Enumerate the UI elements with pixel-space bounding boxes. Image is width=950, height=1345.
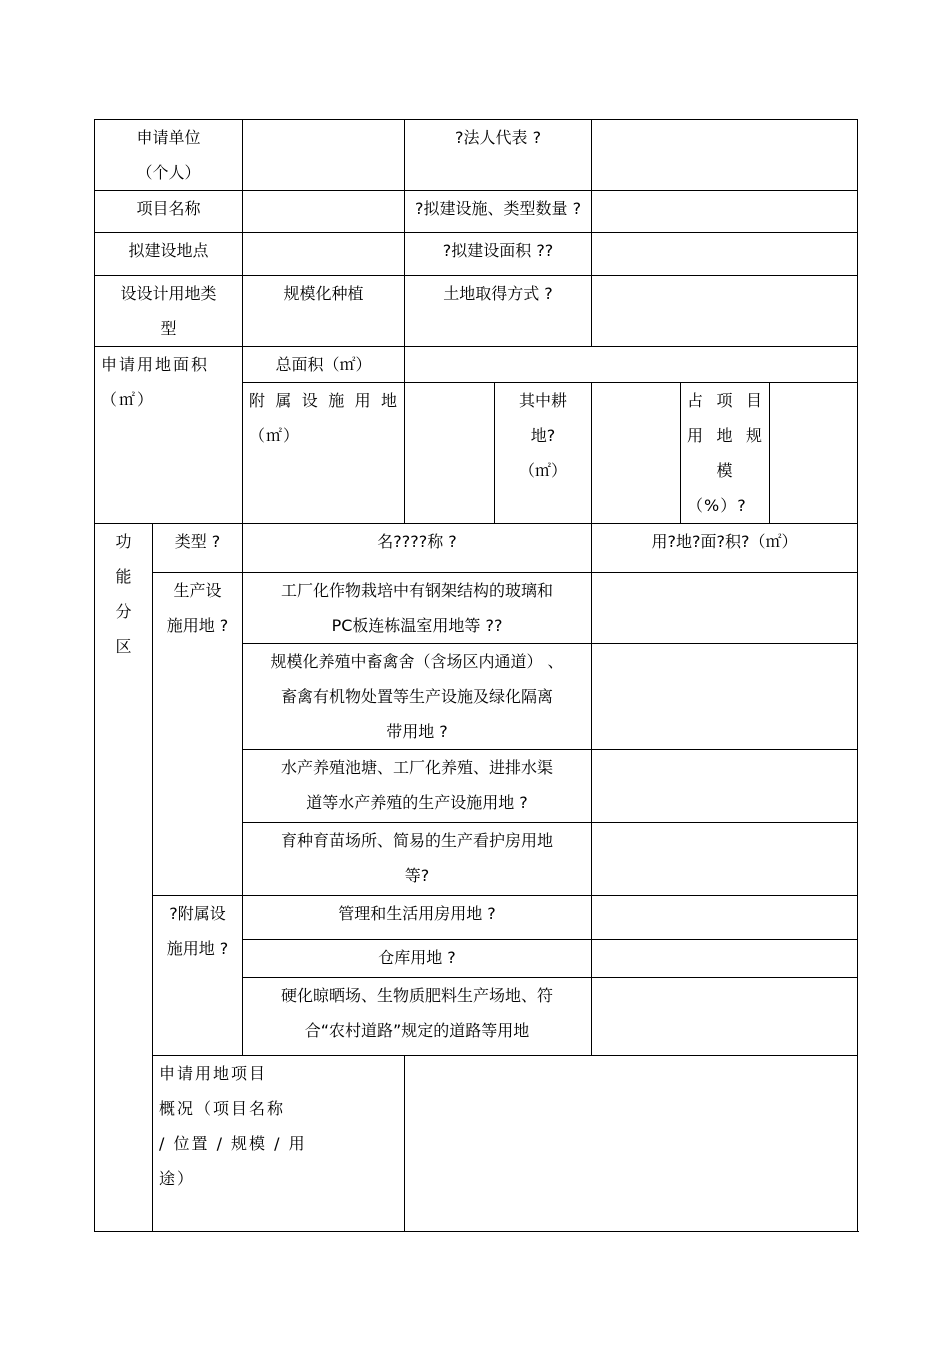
auxiliary-item-3-cell xyxy=(243,978,592,1056)
auxiliary-label: ?附属设 xyxy=(169,904,226,923)
production-item-3-cell xyxy=(243,750,592,823)
production-item-3-line-1: 水产养殖池塘、工厂化养殖、进排水渠 xyxy=(281,758,554,777)
auxiliary-item-3-line-1: 硬化晾晒场、生物质肥料生产场地、符 xyxy=(281,986,554,1005)
zones-label-char-1: 功 xyxy=(115,532,132,551)
total-area-label-cell xyxy=(243,347,405,383)
acquisition-label: 土地取得方式 ? xyxy=(443,284,553,303)
auxiliary-label-cont: 施用地 ? xyxy=(166,939,229,958)
ratio-value-cell[interactable] xyxy=(770,383,858,524)
summary-label-line-4: 途） xyxy=(159,1169,196,1188)
auxiliary-item-2-area-cell[interactable] xyxy=(592,940,858,978)
total-area-value-cell[interactable] xyxy=(405,347,858,383)
auxiliary-item-3-line-2: 合“农村道路”规定的道路等用地 xyxy=(304,1021,530,1040)
legal-rep-value-cell[interactable] xyxy=(592,120,858,191)
farmland-label: 其中耕 xyxy=(519,391,568,410)
acquisition-value-cell[interactable] xyxy=(592,276,858,347)
location-label-cell xyxy=(95,233,243,276)
summary-label-line-2: 概况（项目名称 xyxy=(159,1099,286,1118)
zones-header-type: 类型 ? xyxy=(174,532,221,551)
farmland-label-cell xyxy=(495,383,592,524)
aux-area-label: 附属设施用地 xyxy=(249,391,399,410)
apply-area-unit: （㎡） xyxy=(101,390,156,409)
farmland-value-cell[interactable] xyxy=(592,383,681,524)
zones-header-area-cell xyxy=(592,524,858,573)
facility-type-label-cell xyxy=(405,191,592,233)
production-item-4-area-cell[interactable] xyxy=(592,823,858,896)
production-item-2-line-2: 畜禽有机物处置等生产设施及绿化隔离 xyxy=(281,687,554,706)
applicant-label: 申请单位 xyxy=(136,128,201,147)
production-item-2-line-3: 带用地 ? xyxy=(386,722,448,741)
land-type-value-cell[interactable] xyxy=(243,276,405,347)
auxiliary-item-1-line-1: 管理和生活用房用地 ? xyxy=(338,904,496,923)
summary-label-line-1: 申请用地项目 xyxy=(159,1064,268,1083)
production-item-3-line-2: 道等水产养殖的生产设施用地 ? xyxy=(306,793,528,812)
location-label: 拟建设地点 xyxy=(128,241,209,260)
legal-rep-label: ?法人代表 ? xyxy=(454,128,542,147)
production-item-2-line-1: 规模化养殖中畜禽舍（含场区内通道） 、 xyxy=(270,652,564,671)
application-form-table xyxy=(94,119,858,1232)
acquisition-label-cell xyxy=(405,276,592,347)
production-item-1-cell xyxy=(243,573,592,644)
project-name-value-cell[interactable] xyxy=(243,191,405,233)
auxiliary-item-3-area-cell[interactable] xyxy=(592,978,858,1056)
zones-header-name: 名????称 ? xyxy=(377,532,457,551)
apply-area-label: 申请用地面积 xyxy=(101,355,210,374)
land-type-label-cell xyxy=(95,276,243,347)
location-value-cell[interactable] xyxy=(243,233,405,276)
auxiliary-item-2-line-1: 仓库用地 ? xyxy=(378,948,456,967)
project-name-label-cell xyxy=(95,191,243,233)
production-item-1-line-2: PC板连栋温室用地等 ?? xyxy=(331,616,503,635)
zones-header-area: 用?地?面?积?（㎡） xyxy=(651,532,798,551)
production-label-cell xyxy=(153,573,243,896)
zones-header-name-cell xyxy=(243,524,592,573)
auxiliary-label-cell xyxy=(153,896,243,1056)
applicant-label-cell xyxy=(95,120,243,191)
production-item-1-line-1: 工厂化作物栽培中有钢架结构的玻璃和 xyxy=(281,581,554,600)
total-area-label: 总面积（㎡） xyxy=(275,355,372,374)
farmland-unit: （㎡） xyxy=(519,461,568,480)
project-name-label: 项目名称 xyxy=(136,199,201,218)
production-item-2-area-cell[interactable] xyxy=(592,644,858,750)
zones-label-char-2: 能 xyxy=(115,567,132,586)
production-label-cont: 施用地 ? xyxy=(166,616,229,635)
zones-header-type-cell xyxy=(153,524,243,573)
production-item-1-area-cell[interactable] xyxy=(592,573,858,644)
land-type-label: 设设计用地类 xyxy=(120,284,217,303)
production-item-2-cell xyxy=(243,644,592,750)
farmland-label-cont: 地? xyxy=(530,426,556,445)
auxiliary-item-1-area-cell[interactable] xyxy=(592,896,858,940)
zones-label-char-3: 分 xyxy=(115,602,132,621)
auxiliary-item-1-cell xyxy=(243,896,592,940)
production-label: 生产设 xyxy=(173,581,222,600)
production-item-4-line-2: 等? xyxy=(404,866,430,885)
legal-rep-label-cell xyxy=(405,120,592,191)
production-item-4-line-1: 育种育苗场所、简易的生产看护房用地 xyxy=(281,831,554,850)
aux-area-value-cell[interactable] xyxy=(405,383,495,524)
zones-label-cell xyxy=(95,524,153,1232)
ratio-unit: 模（%）? xyxy=(687,461,747,515)
facility-type-value-cell[interactable] xyxy=(592,191,858,233)
summary-label-line-3: / 位置 / 规模 / 用 xyxy=(159,1134,307,1153)
production-item-3-area-cell[interactable] xyxy=(592,750,858,823)
applicant-value-cell[interactable] xyxy=(243,120,405,191)
production-item-4-cell xyxy=(243,823,592,896)
land-type-value: 规模化种植 xyxy=(283,284,364,303)
apply-area-label-cell xyxy=(95,347,243,524)
facility-type-label: ?拟建设施、类型数量 ? xyxy=(414,199,582,218)
facility-area-label: ?拟建设面积 ?? xyxy=(442,241,554,260)
applicant-sublabel: （个人） xyxy=(136,163,201,182)
land-type-label-cont: 型 xyxy=(160,319,177,338)
facility-area-label-cell xyxy=(405,233,592,276)
ratio-label: 占项目 xyxy=(687,391,764,410)
aux-area-unit: （㎡） xyxy=(249,426,301,445)
ratio-label-cell xyxy=(681,383,770,524)
auxiliary-item-2-cell xyxy=(243,940,592,978)
aux-area-label-cell xyxy=(243,383,405,524)
ratio-label-cont: 用地规 xyxy=(687,426,764,445)
summary-label-cell xyxy=(153,1056,405,1232)
summary-value-cell[interactable] xyxy=(405,1056,858,1232)
zones-label-char-4: 区 xyxy=(115,637,132,656)
facility-area-value-cell[interactable] xyxy=(592,233,858,276)
